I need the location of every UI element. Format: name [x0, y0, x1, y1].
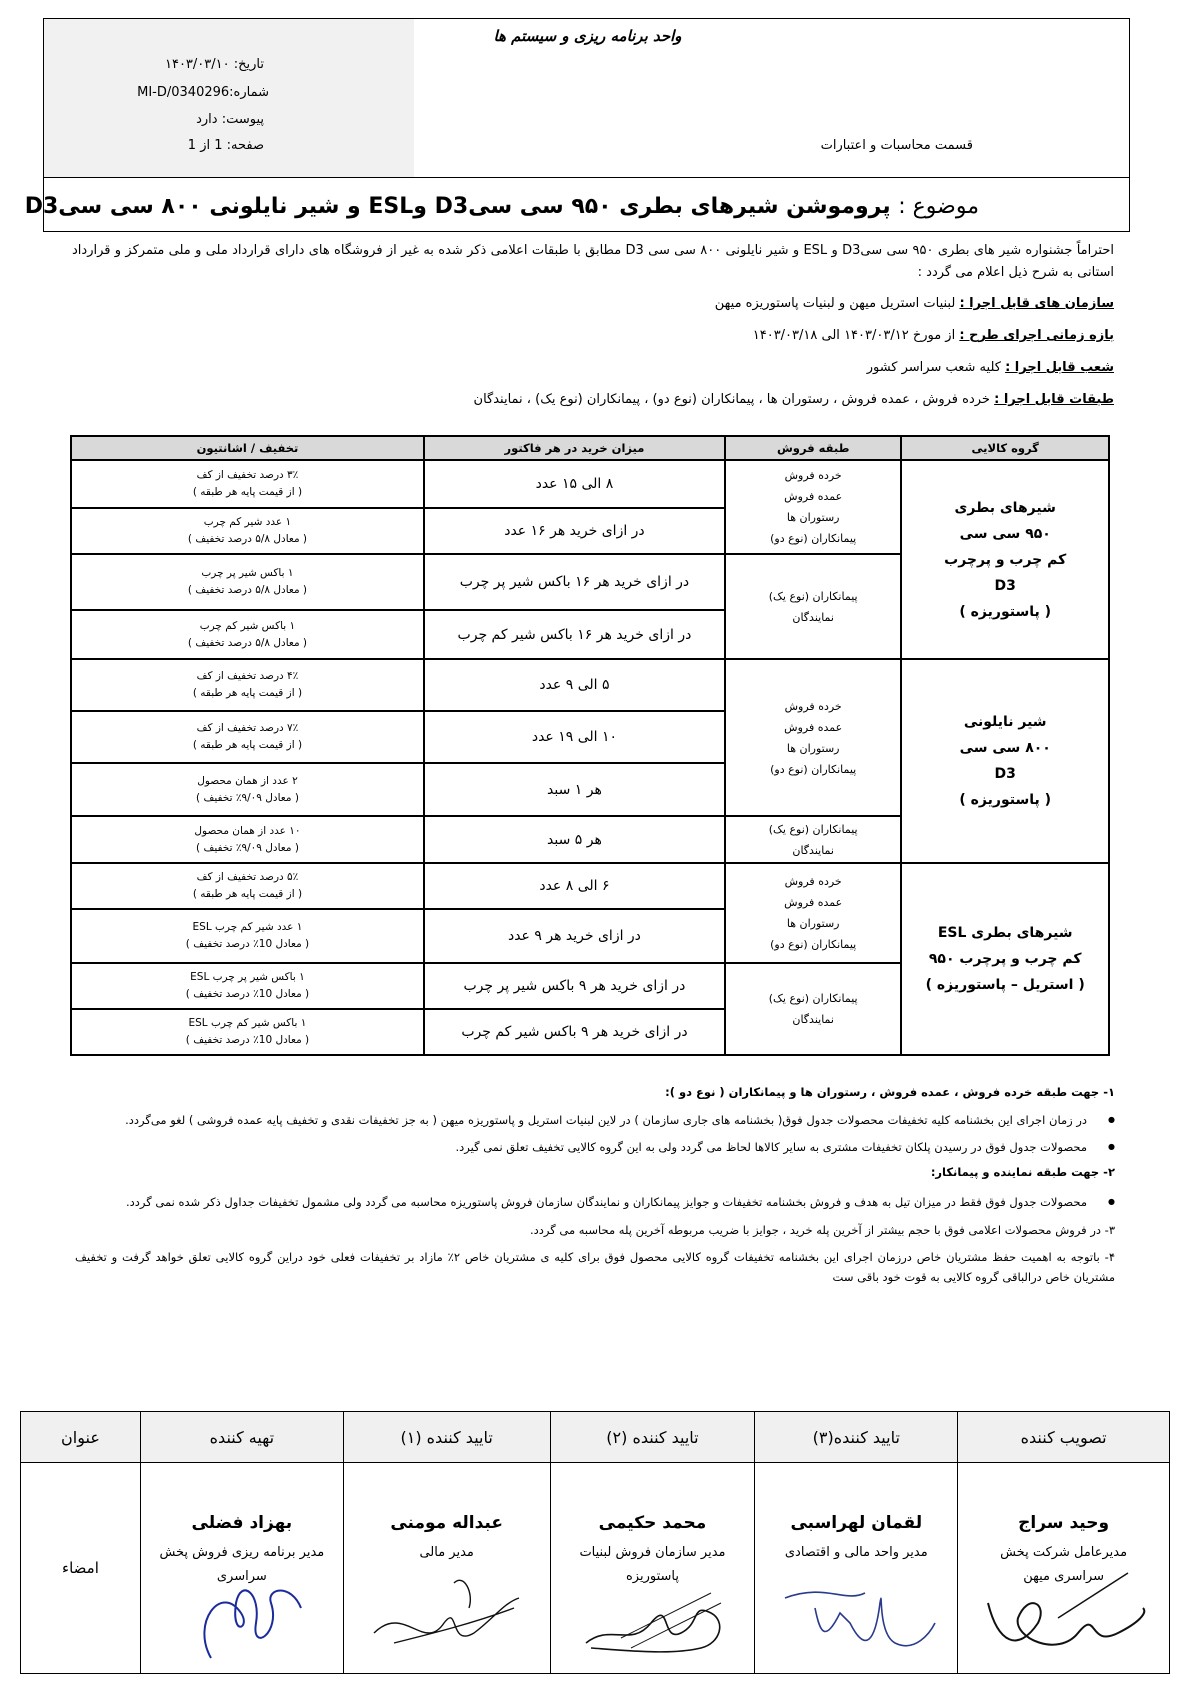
- table-header-row: [71, 436, 1109, 460]
- discount-line: ۱۰ عدد از همان محصول: [194, 824, 301, 837]
- discount-cell: [71, 460, 424, 508]
- discount-line: ۷٪ درصد تخفیف از کف: [196, 722, 299, 734]
- page-label: صفحه:: [226, 138, 264, 153]
- group-line: شیرهای بطری ESL: [937, 925, 1073, 941]
- signature-cell: [755, 1463, 958, 1674]
- role-line: مدیر مالی: [419, 1545, 474, 1560]
- role-line: پاستوریزه: [625, 1569, 679, 1584]
- attachment-value: دارد: [196, 112, 218, 127]
- discount-note: ( از قیمت پایه هر طبقه ): [192, 739, 303, 751]
- table-row: [71, 659, 1109, 711]
- signer-role: [755, 1541, 957, 1565]
- tier-line: نمایندگان: [792, 1013, 834, 1026]
- qty-cell: ۱۰ الی ۱۹ عدد: [424, 711, 725, 763]
- department: قسمت محاسبات و اعتبارات: [820, 138, 973, 153]
- tier-line: خرده فروش: [784, 469, 842, 482]
- sig-header: تهیه کننده: [140, 1412, 343, 1463]
- group-cell: [901, 659, 1109, 863]
- signature-cell: [550, 1463, 755, 1674]
- note-bullet-2: ● محصولات جدول فوق در رسیدن پلکان تخفیفات مشتری به سایر کالاها لحاظ می گردد ولی به این گروه کالایی تخفیف تعلق نمی گیرد.: [455, 1140, 1115, 1154]
- discount-line: ۱ عدد شیر کم چرب ESL: [192, 921, 303, 933]
- tier-line: رستوران ها: [786, 917, 840, 930]
- signature-scribble: [354, 1563, 534, 1663]
- group-line: شیرهای بطری: [954, 499, 1056, 516]
- group-cell: [901, 460, 1109, 659]
- discount-cell: [71, 863, 424, 909]
- signature-cell: [343, 1463, 550, 1674]
- signature-cell: [958, 1463, 1170, 1674]
- group-line: ( پاستوریزه ): [959, 792, 1051, 808]
- sig-title-header: عنوان: [21, 1412, 141, 1463]
- subject-text: پروموشن شیرهای بطری ۹۵۰ سی سیD3 وESL و شیر نایلونی ۸۰۰ سی سیD3: [24, 194, 891, 219]
- note-paragraph-4: ۴- باتوجه به اهمیت حفظ مشتریان خاص درزمان اجرای این بخشنامه تخفیفات گروه کالایی محصول فوق برای کلیه ی مشتریان خاص ۲٪ مازاد بر تخفیفات فعلی خود دراین گروه کالایی تعلق خواهد گرفت و تخفیف مشتریان خاص درالباقی گروه کالایی به قوت خود باقی ست: [75, 1250, 1115, 1284]
- discount-note: ( معادل ۹/۰۹٪ تخفیف ): [196, 841, 299, 854]
- discount-note: ( معادل ۵/۸ درصد تخفیف ): [187, 636, 308, 649]
- group-line: ۹۵۰ سی سی: [959, 525, 1051, 542]
- col-header-tier: طبقه فروش: [725, 436, 901, 460]
- discount-note: ( معادل ۵/۸ درصد تخفیف ): [187, 584, 308, 596]
- tier-line: رستوران ها: [786, 511, 840, 524]
- discount-cell: [71, 610, 424, 659]
- field-organizations: [715, 296, 1114, 311]
- qty-cell: در ازای خرید هر ۱۶ باکس شیر پر چرب: [424, 554, 725, 610]
- signature-scribble: [765, 1563, 945, 1663]
- subject-label: موضوع :: [898, 194, 979, 219]
- qty-cell: هر ۵ سبد: [424, 816, 725, 863]
- discount-note: ( معادل ۹/۰۹٪ تخفیف ): [196, 791, 299, 804]
- field-classes: [474, 392, 1114, 407]
- qty-cell: در ازای خرید هر ۱۶ باکس شیر کم چرب: [424, 610, 725, 659]
- discount-line: ۱ باکس شیر کم چرب ESL: [188, 1017, 307, 1029]
- group-line: ۸۰۰ سی سی: [959, 740, 1051, 756]
- tier-cell: [725, 554, 901, 659]
- group-line: کم چرب و پرچرب ۹۵۰: [928, 951, 1082, 967]
- discount-line: ۲ عدد از همان محصول: [197, 774, 298, 787]
- group-line: D3: [994, 577, 1016, 594]
- date-value: ۱۴۰۳/۰۳/۱۰: [164, 57, 230, 72]
- discount-cell: [71, 763, 424, 816]
- discount-note: ( معادل 10٪ درصد تخفیف ): [185, 938, 310, 950]
- number-row: [137, 85, 269, 100]
- tier-line: پیمانکاران (نوع دو): [770, 938, 857, 951]
- signature-header-row: [21, 1412, 1170, 1463]
- qty-cell: ۵ الی ۹ عدد: [424, 659, 725, 711]
- signer-name: محمد حکیمی: [598, 1513, 707, 1533]
- table-row: [71, 460, 1109, 508]
- signer-name: وحید سراج: [1018, 1513, 1110, 1533]
- attachment-row: [196, 112, 264, 127]
- field-value: از مورخ ۱۴۰۳/۰۳/۱۲ الی ۱۴۰۳/۰۳/۱۸: [752, 328, 956, 343]
- qty-cell: در ازای خرید هر ۹ عدد: [424, 909, 725, 963]
- col-header-discount: تخفیف / اشانتیون: [71, 436, 424, 460]
- tier-line: نمایندگان: [792, 843, 834, 857]
- attachment-label: پیوست:: [221, 112, 264, 127]
- discount-line: ۱ باکس شیر پر چرب ESL: [190, 971, 305, 983]
- qty-cell: ۶ الی ۸ عدد: [424, 863, 725, 909]
- tier-cell: [725, 863, 901, 963]
- group-line: کم چرب و پرچرب: [944, 551, 1067, 568]
- note-bullet-1: ● در زمان اجرای این بخشنامه کلیه تخفیفات محصولات جدول فوق( بخشنامه های جاری سازمان ) در لاین لبنیات استریل و پاستوریزه میهن ( به جز تخفیفات نقدی و تخفیف پایه عمده فروشی ) لغو می‌گردد.: [125, 1113, 1115, 1127]
- field-label: شعب قابل اجرا :: [1005, 360, 1114, 375]
- role-line: مدیر سازمان فروش لبنیات: [579, 1545, 726, 1560]
- discount-cell: [71, 554, 424, 610]
- tier-line: رستوران ها: [786, 741, 840, 755]
- date-label: تاریخ:: [233, 57, 264, 72]
- field-label: بازه زمانی اجرای طرح :: [959, 328, 1114, 343]
- field-label: سازمان های قابل اجرا :: [959, 296, 1114, 311]
- field-value: لبنیات استریل میهن و لبنیات پاستوریزه میهن: [714, 296, 956, 311]
- note-bullet-3: ● محصولات جدول فوق فقط در میزان تیل به هدف و فروش بخشنامه تخفیفات و جوایز پیمانکاران و نمایندگان سازمان فروش پاستوریزه محاسبه می گردد ولی مشمول تخفیفات جداول ذکر شده نمی گردد.: [126, 1195, 1115, 1209]
- page-value: 1 از 1: [187, 138, 223, 153]
- discount-note: ( معادل 10٪ درصد تخفیف ): [185, 988, 310, 1000]
- col-header-group: گروه کالایی: [901, 436, 1109, 460]
- qty-cell: ۸ الی ۱۵ عدد: [424, 460, 725, 508]
- intro-paragraph: احتراماً جشنواره شیر های بطری ۹۵۰ سی سیD3 و ESL و شیر نایلونی ۸۰۰ سی سی D3 مطابق با طبقات اعلامی ذکر شده به غیر از فروشگاه های دارای قرارداد ملی و ملی متمرکز و قرارداد استانی به شرح ذیل اعلام می گردد :: [72, 243, 1114, 280]
- tier-line: پیمانکاران (نوع یک): [768, 992, 858, 1005]
- unit-title: واحد برنامه ریزی و سیستم ها: [493, 27, 682, 45]
- signature-cell: [140, 1463, 343, 1674]
- discount-note: ( از قیمت پایه هر طبقه ): [192, 486, 303, 498]
- qty-cell: در ازای خرید هر ۱۶ عدد: [424, 508, 725, 554]
- tier-line: خرده فروش: [784, 699, 842, 713]
- discount-cell: [71, 508, 424, 554]
- number-label: شماره:: [229, 85, 269, 100]
- tier-line: پیمانکاران (نوع یک): [768, 822, 858, 836]
- date-row: [165, 57, 264, 72]
- field-period: [753, 328, 1114, 343]
- signature-body-row: [21, 1463, 1170, 1674]
- sig-header: تایید کننده(۳): [755, 1412, 958, 1463]
- sig-header: تایید کننده (۱): [343, 1412, 550, 1463]
- signature-table: [20, 1411, 1170, 1674]
- signer-role: [344, 1541, 550, 1565]
- discount-cell: [71, 816, 424, 863]
- group-line: شیر نایلونی: [963, 714, 1047, 730]
- col-header-qty: میزان خرید در هر فاکتور: [424, 436, 725, 460]
- document-header: [24, 18, 1130, 232]
- tier-line: عمده فروش: [784, 896, 843, 909]
- discount-line: ۱ باکس شیر کم چرب: [199, 619, 296, 632]
- promotion-table: [70, 435, 1110, 1056]
- tier-cell: [725, 659, 901, 816]
- discount-cell: [71, 909, 424, 963]
- signer-name: عبداله مومنی: [390, 1513, 503, 1533]
- discount-cell: [71, 659, 424, 711]
- note-paragraph-3: ۳- در فروش محصولات اعلامی فوق با حجم بیشتر از آخرین پله خرید ، جوایز با ضریب مربوطه آخرین پله محاسبه می گردد.: [529, 1223, 1115, 1237]
- table-row: [71, 863, 1109, 909]
- discount-cell: [71, 1009, 424, 1055]
- field-label: طبقات قابل اجرا :: [994, 392, 1114, 407]
- subject-line: [25, 194, 979, 219]
- signer-name: بهزاد فضلی: [191, 1513, 293, 1533]
- tier-cell: [725, 963, 901, 1055]
- tier-line: عمده فروش: [784, 720, 843, 734]
- discount-cell: [71, 711, 424, 763]
- role-line: سراسری میهن: [1023, 1569, 1105, 1584]
- page-row: [188, 138, 264, 153]
- tier-line: پیمانکاران (نوع دو): [770, 532, 857, 545]
- field-value: خرده فروش ، عمده فروش ، رستوران ها ، پیمانکاران (نوع دو) ، پیمانکاران (نوع یک) ، نمایندگان: [473, 392, 990, 407]
- discount-note: ( از قیمت پایه هر طبقه ): [192, 687, 303, 699]
- discount-line: ۱ عدد شیر کم چرب: [203, 516, 292, 528]
- number-value: MI-D/0340296: [137, 85, 230, 100]
- qty-cell: در ازای خرید هر ۹ باکس شیر کم چرب: [424, 1009, 725, 1055]
- field-value: کلیه شعب سراسر کشور: [866, 360, 1001, 375]
- discount-line: ۵٪ درصد تخفیف از کف: [196, 871, 299, 883]
- tier-line: عمده فروش: [784, 490, 843, 503]
- group-cell: [901, 863, 1109, 1055]
- signature-scribble: [561, 1563, 741, 1663]
- tier-line: نمایندگان: [792, 610, 834, 624]
- field-branches: [867, 360, 1114, 375]
- tier-cell: [725, 460, 901, 554]
- group-line: ( پاستوریزه ): [959, 603, 1051, 620]
- sig-header: تصویب کننده: [958, 1412, 1170, 1463]
- discount-note: ( معادل ۵/۸ درصد تخفیف ): [187, 533, 308, 545]
- role-line: مدیر برنامه ریزی فروش پخش: [159, 1545, 325, 1560]
- tier-cell: [725, 816, 901, 863]
- discount-line: ۴٪ درصد تخفیف از کف: [196, 670, 299, 682]
- qty-cell: در ازای خرید هر ۹ باکس شیر پر چرب: [424, 963, 725, 1009]
- discount-line: ۱ باکس شیر پر چرب: [201, 567, 294, 579]
- discount-note: ( از قیمت پایه هر طبقه ): [192, 888, 303, 900]
- tier-line: پیمانکاران (نوع دو): [770, 762, 857, 776]
- role-line: مدیر واحد مالی و اقتصادی: [784, 1545, 928, 1560]
- discount-note: ( معادل 10٪ درصد تخفیف ): [185, 1034, 310, 1046]
- role-line: مدیرعامل شرکت پخش: [1000, 1545, 1128, 1560]
- role-line: سراسری: [216, 1569, 267, 1584]
- qty-cell: هر ۱ سبد: [424, 763, 725, 816]
- group-line: ( استریل – پاستوریزه ): [925, 977, 1085, 993]
- group-line: D3: [994, 766, 1016, 782]
- sig-row-label: امضاء: [21, 1463, 141, 1674]
- tier-line: خرده فروش: [784, 875, 842, 888]
- tier-line: پیمانکاران (نوع یک): [768, 589, 858, 603]
- discount-line: ۳٪ درصد تخفیف از کف: [196, 469, 299, 481]
- signature-scribble: [151, 1563, 331, 1663]
- sig-header: تایید کننده (۲): [550, 1412, 755, 1463]
- discount-cell: [71, 963, 424, 1009]
- signature-scribble: [968, 1563, 1158, 1663]
- note-heading-2: ۲- جهت طبقه نماینده و پیمانکار:: [930, 1165, 1115, 1179]
- signer-name: لقمان لهراسبی: [790, 1513, 923, 1533]
- note-heading-1: ۱- جهت طبقه خرده فروش ، عمده فروش ، رستوران ها و پیمانکاران ( نوع دو ):: [665, 1085, 1115, 1099]
- header-divider: [44, 177, 1129, 178]
